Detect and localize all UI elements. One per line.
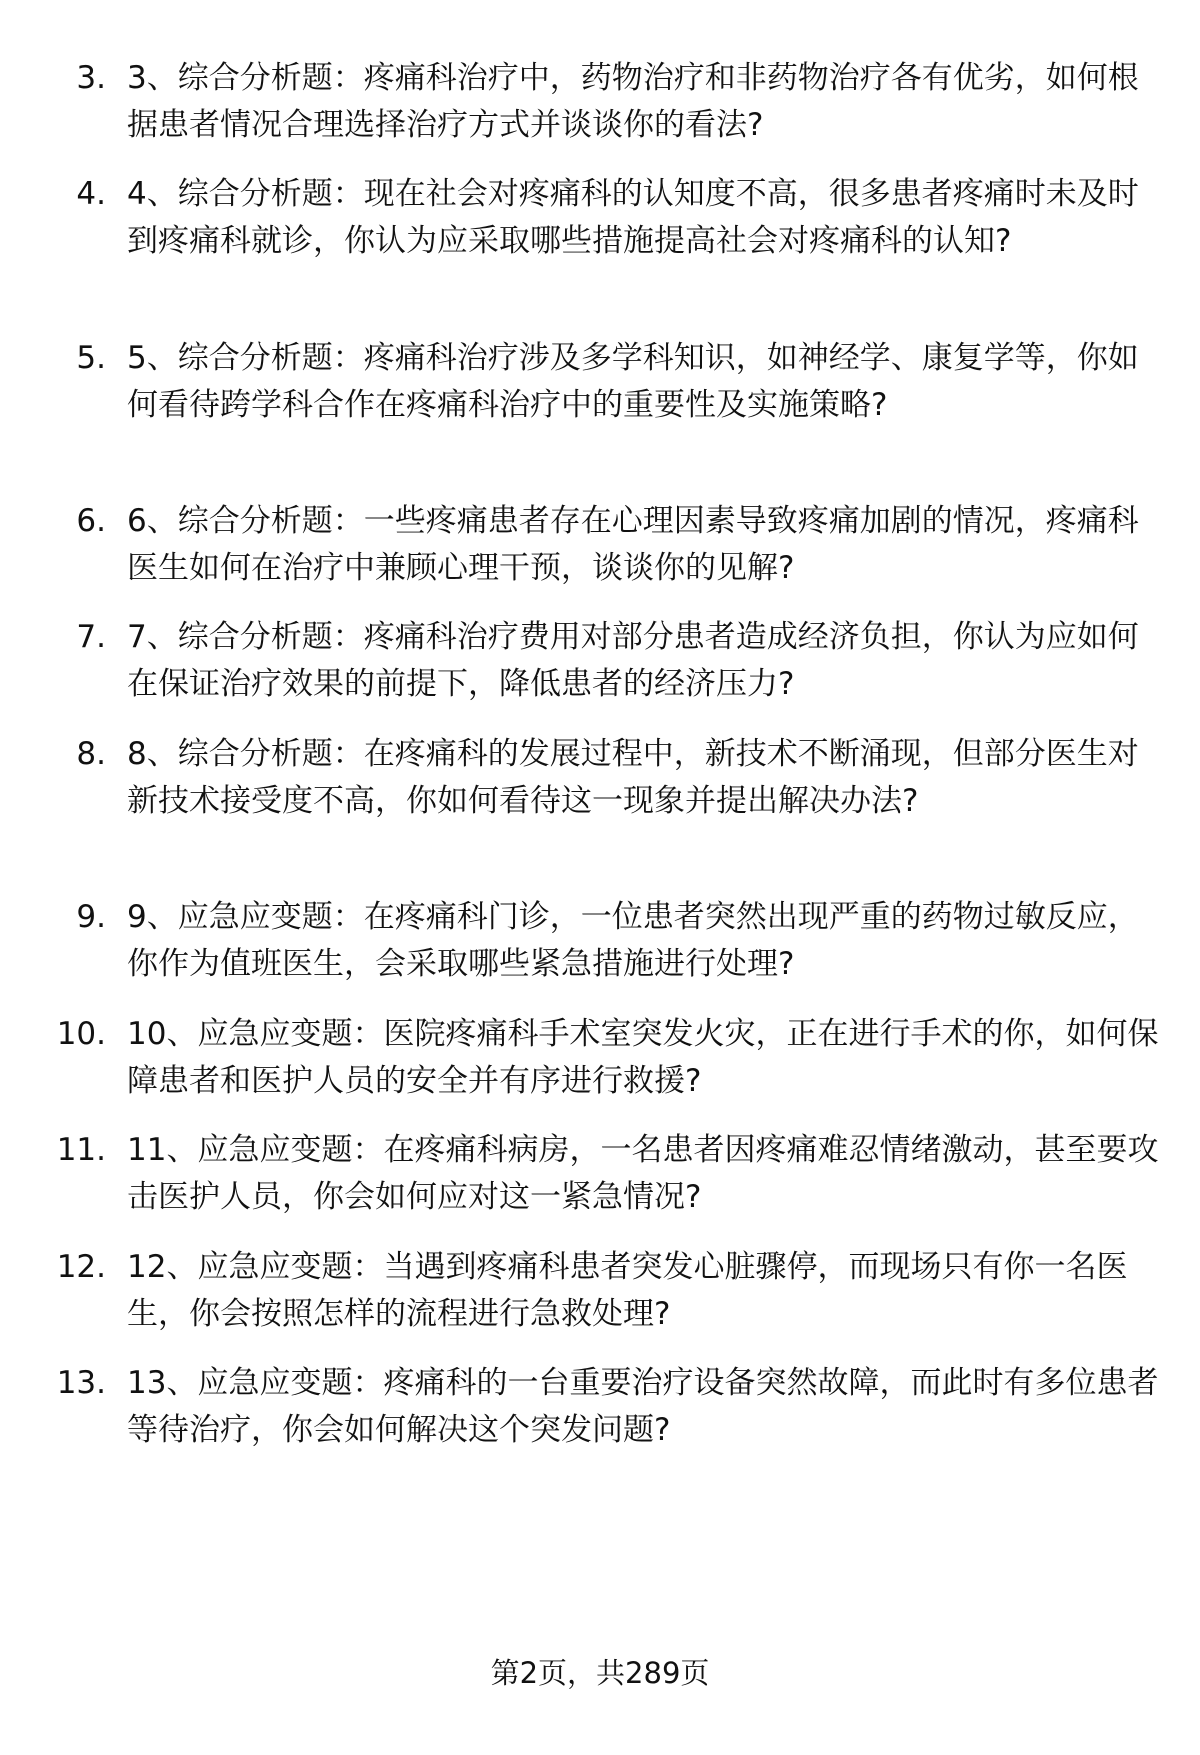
item-text: 6、综合分析题：一些疼痛患者存在心理因素导致疼痛加剧的情况，疼痛科医生如何在治疗中兼顾心理干预，谈谈你的见解?: [127, 503, 1139, 586]
item-text: 7、综合分析题：疼痛科治疗费用对部分患者造成经济负担，你认为应如何在保证治疗效果的前提下，降低患者的经济压力?: [127, 619, 1139, 702]
item-number: 9.: [76, 899, 106, 935]
item-text: 13、应急应变题：疼痛科的一台重要治疗设备突然故障，而此时有多位患者等待治疗，你会如何解决这个突发问题?: [127, 1365, 1159, 1448]
item-number: 6.: [76, 503, 106, 539]
item-text: 11、应急应变题：在疼痛科病房，一名患者因疼痛难忍情绪激动，甚至要攻击医护人员，你会如何应对这一紧急情况?: [127, 1132, 1159, 1215]
item-number: 8.: [76, 736, 106, 772]
item-text: 8、综合分析题：在疼痛科的发展过程中，新技术不断涌现，但部分医生对新技术接受度不高，你如何看待这一现象并提出解决办法?: [127, 736, 1139, 819]
item-text: 3、综合分析题：疼痛科治疗中，药物治疗和非药物治疗各有优劣，如何根据患者情况合理选择治疗方式并谈谈你的看法?: [127, 60, 1139, 143]
item-number: 10.: [56, 1016, 106, 1052]
item-number: 5.: [76, 340, 106, 376]
item-number: 12.: [56, 1249, 106, 1285]
item-number: 4.: [76, 176, 106, 212]
item-number: 13.: [56, 1365, 106, 1401]
item-text: 4、综合分析题：现在社会对疼痛科的认知度不高，很多患者疼痛时未及时到疼痛科就诊，你认为应采取哪些措施提高社会对疼痛科的认知?: [127, 176, 1139, 259]
item-number: 3.: [76, 60, 106, 96]
item-number: 11.: [56, 1132, 106, 1168]
item-text: 10、应急应变题：医院疼痛科手术室突发火灾，正在进行手术的你，如何保障患者和医护人员的安全并有序进行救援?: [127, 1016, 1159, 1099]
item-number: 7.: [76, 619, 106, 655]
page-number: 第2页，共289页: [490, 1656, 710, 1690]
item-text: 9、应急应变题：在疼痛科门诊，一位患者突然出现严重的药物过敏反应，你作为值班医生，会采取哪些紧急措施进行处理?: [127, 899, 1139, 982]
item-text: 5、综合分析题：疼痛科治疗涉及多学科知识，如神经学、康复学等，你如何看待跨学科合作在疼痛科治疗中的重要性及实施策略?: [127, 340, 1139, 423]
item-text: 12、应急应变题：当遇到疼痛科患者突发心脏骤停，而现场只有你一名医生，你会按照怎样的流程进行急救处理?: [127, 1249, 1128, 1332]
